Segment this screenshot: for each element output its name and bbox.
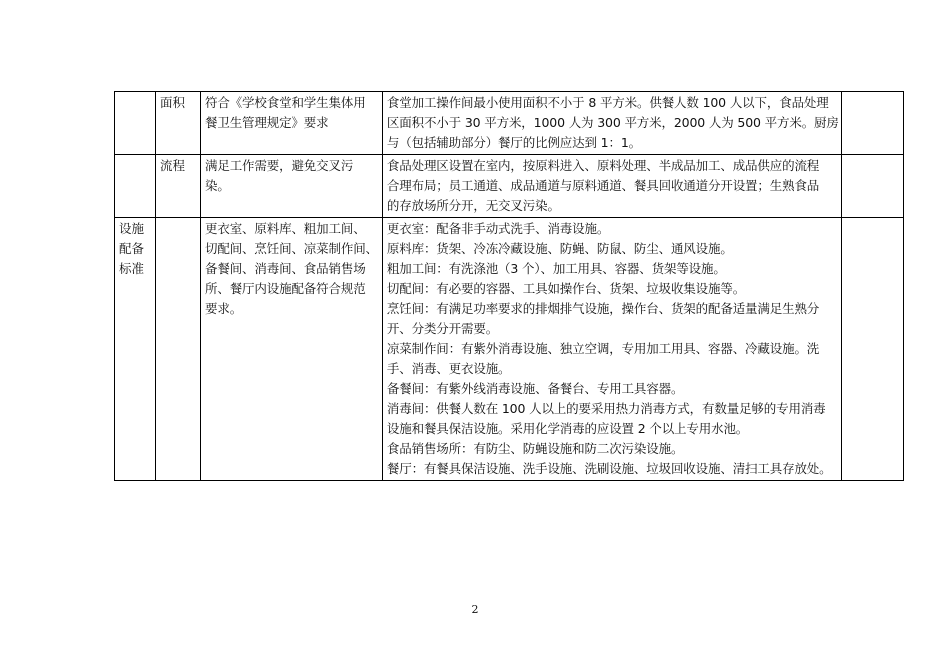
- category-cell: [115, 155, 156, 218]
- content-cell: [382, 155, 841, 218]
- content-line: 消毒间：供餐人数在 100 人以上的要采用热力消毒方式，有数量足够的专用消毒: [386, 401, 826, 416]
- content-line: 区面积不小于 30 平方米，1000 人为 300 平方米，2000 人为 500 平方米。厨房: [386, 115, 839, 130]
- remark-cell: [841, 155, 903, 218]
- content-line: 食品销售场所：有防尘、防蝇设施和防二次污染设施。: [386, 441, 684, 456]
- category-cell: [115, 218, 156, 481]
- requirement-line: 要求。: [205, 301, 243, 316]
- content-line: 食品处理区设置在室内，按原料进入、原料处理、半成品加工、成品供应的流程: [386, 158, 820, 173]
- content-line: 合理布局；员工通道、成品通道与原料通道、餐具回收通道分开设置；生熟食品: [386, 178, 820, 193]
- requirement-line: 切配间、烹饪间、凉菜制作间、: [205, 241, 378, 256]
- page-number: 2: [471, 603, 479, 616]
- content-line: 凉菜制作间：有紫外消毒设施、独立空调，专用加工用具、容器、冷藏设施。洗: [386, 341, 820, 356]
- requirement-cell: [201, 155, 383, 218]
- category-cell: [115, 92, 156, 155]
- content-line: 原料库：货架、冷冻冷藏设施、防蝇、防鼠、防尘、通风设施。: [386, 241, 733, 256]
- item-cell: [156, 218, 201, 481]
- content-line: 餐厅：有餐具保洁设施、洗手设施、洗刷设施、垃圾回收设施、清扫工具存放处。: [386, 461, 832, 476]
- requirement-cell: [201, 218, 383, 481]
- content-line: 粗加工间：有洗涤池（3 个）、加工用具、容器、货架等设施。: [386, 261, 726, 276]
- requirement-line: 染。: [205, 178, 230, 193]
- requirement-line: 更衣室、原料库、粗加工间、: [205, 221, 366, 236]
- remark-cell: [841, 92, 903, 155]
- item-label: 流程: [160, 158, 186, 173]
- content-line: 切配间：有必要的容器、工具如操作台、货架、垃圾收集设施等。: [386, 281, 746, 296]
- requirement-cell: [201, 92, 383, 155]
- content-line: 更衣室：配备非手动式洗手、消毒设施。: [386, 221, 610, 236]
- remark-cell: [841, 218, 903, 481]
- content-line: 开、分类分开需要。: [386, 321, 499, 336]
- table-row-facilities: [115, 218, 904, 481]
- content-cell: [382, 92, 841, 155]
- category-line: 标准: [119, 261, 145, 276]
- requirement-line: 所、餐厅内设施配备符合规范: [205, 281, 366, 296]
- content-line: 烹饪间：有满足功率要求的排烟排气设施，操作台、货架的配备适量满足生熟分: [386, 301, 820, 316]
- item-label: 面积: [160, 95, 186, 110]
- requirement-line: 餐卫生管理规定》要求: [205, 115, 329, 130]
- content-line: 设施和餐具保洁设施。采用化学消毒的应设置 2 个以上专用水池。: [386, 421, 749, 436]
- content-line: 的存放场所分开，无交叉污染。: [386, 198, 560, 213]
- table-row-process: [115, 155, 904, 218]
- item-cell: [156, 155, 201, 218]
- requirement-line: 备餐间、消毒间、食品销售场: [205, 261, 366, 276]
- item-cell: [156, 92, 201, 155]
- content-line: 食堂加工操作间最小使用面积不小于 8 平方米。供餐人数 100 人以下，食品处理: [386, 95, 829, 110]
- requirement-line: 符合《学校食堂和学生集体用: [205, 95, 366, 110]
- content-cell: [382, 218, 841, 481]
- category-line: 设施: [119, 221, 145, 236]
- content-line: 备餐间：有紫外线消毒设施、备餐台、专用工具容器。: [386, 381, 684, 396]
- content-line: 手、消毒、更衣设施。: [386, 361, 511, 376]
- category-line: 配备: [119, 241, 145, 256]
- content-line: 与（包括辅助部分）餐厅的比例应达到 1：1。: [386, 135, 641, 150]
- table-row-area: [115, 92, 904, 155]
- standards-table: [114, 91, 904, 481]
- requirement-line: 满足工作需要，避免交叉污: [205, 158, 354, 173]
